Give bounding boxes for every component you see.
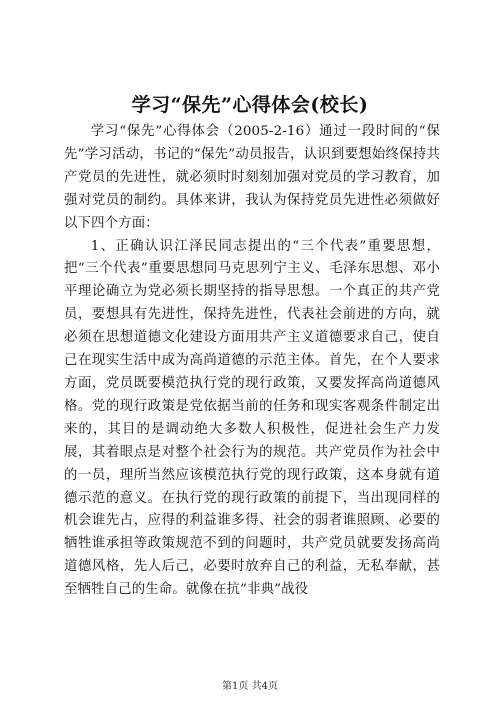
page-number-footer: 第1页 共4页 <box>222 681 278 692</box>
paragraph-intro: 学习“保先”心得体会（2005-2-16）通过一段时间的“保先”学习活动，书记的“保先”动员报告，认识到要想始终保持共产党员的先进性，就必须时时刻刻加强对党员的学习教育，加强对党员的制约。具体来讲，我认为保持党员先进性必须做好以下四个方面： <box>64 124 440 231</box>
document-title: 学习“保先”心得体会(校长) <box>131 94 369 116</box>
document-body <box>64 121 440 602</box>
paragraph-point-1: 1、正确认识江泽民同志提出的“三个代表”重要思想，把“三个代表”重要思想同马克思列宁主义、毛泽东思想、邓小平理论确立为党必须长期坚持的指导思想。一个真正的共产党员，要想具有先进性，保持先进性，代表社会前进的方向，就必须在思想道德文化建设方面用共产主义道德要求自己，使自己在现实生活中成为高尚道德的示范主体。首先，在个人要求方面，党员既要模范执行党的现行政策，又要发挥高尚道德风格。党的现行政策是党依据当前的任务和现实客观条件制定出来的，其目的是调动绝大多数人积极性，促进社会生产力发展，其着眼点是对整个社会行为的规范。共产党员作为社会中的一员，理所当然应该模范执行党的现行政策，这本身就有道德示范的意义。在执行党的现行政策的前提下，当出现同样的机会谁先占，应得的利益谁多得、社会的弱者谁照顾、必要的牺牲谁承担等政策规范不到的问题时，共产党员就要发扬高尚道德风格，先人后己，必要时放弃自己的利益，无私奉献，甚至牺牲自己的生命。就像在抗“非典”战役 <box>64 238 440 598</box>
